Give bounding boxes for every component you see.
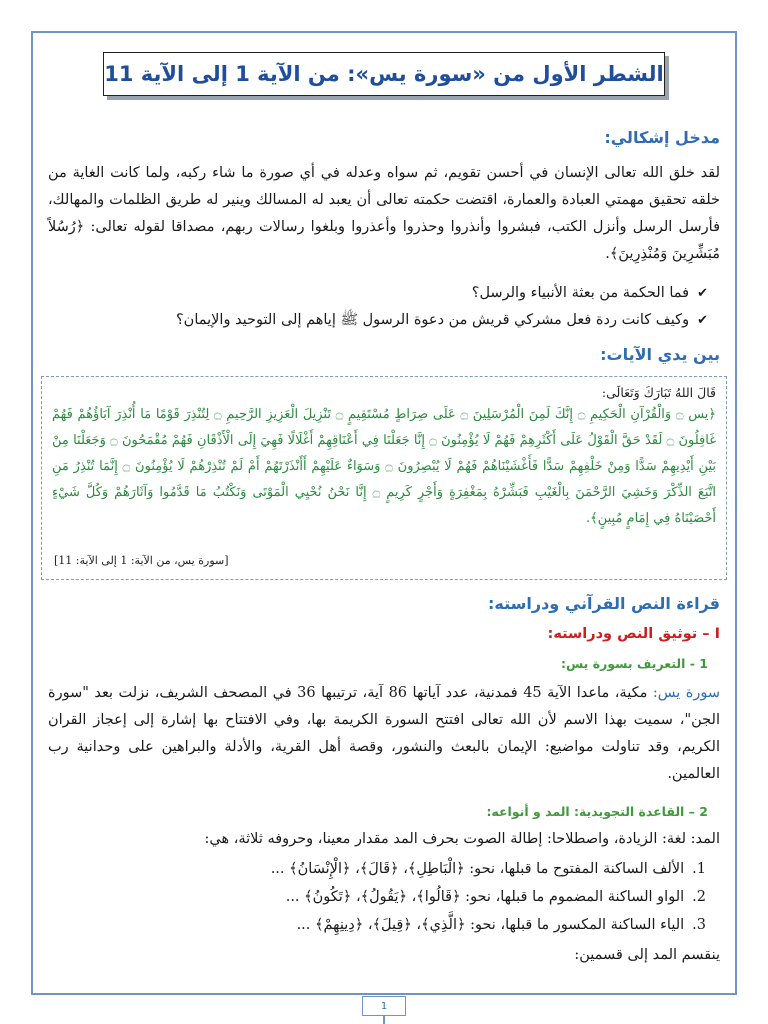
item-number: 2. <box>692 889 706 905</box>
section-heading-reading: قراءة النص القرآني ودراسته: <box>488 594 720 613</box>
question-text: وكيف كانت ردة فعل مشركي قريش من دعوة الرسول ﷺ إياهم إلى التوحيد والإيمان؟ <box>175 312 690 328</box>
check-icon: ✔ <box>697 313 708 328</box>
madd-list <box>48 855 706 939</box>
item-text: الألف الساكنة المفتوح ما قبلها، نحو: ﴿الْبَاطِلِ﴾، ﴿قَالَ﴾، ﴿الْإِنْسَانُ﴾ ... <box>270 861 685 877</box>
list-item <box>48 280 708 307</box>
madd-definition: المد: لغة: الزيادة، واصطلاحا: إطالة الصوت بحرف المد مقدار معينا، وحروفه ثلاثة، هي: <box>204 831 720 847</box>
list-item <box>48 855 706 883</box>
page-number: 1 <box>380 1000 388 1012</box>
part2-title: 2 – القاعدة التجويدية: المد و أنواعه: <box>486 804 708 819</box>
verses-reference: [سورة يس، من الآية: 1 إلى الآية: 11] <box>54 554 229 567</box>
section-heading-intro: مدخل إشكالي: <box>604 128 720 147</box>
part1-title: 1 - التعريف بسورة يس: <box>561 656 708 671</box>
page-number-divider <box>383 1016 385 1024</box>
page-number-box <box>362 996 406 1016</box>
questions-list <box>48 280 708 334</box>
check-icon: ✔ <box>697 286 708 301</box>
madd-division: ينقسم المد إلى قسمين: <box>574 947 720 963</box>
section-heading-verses: بين يدي الآيات: <box>600 345 720 364</box>
item-number: 3. <box>692 917 706 933</box>
list-item <box>48 883 706 911</box>
quran-verses <box>52 402 716 532</box>
item-text: الياء الساكنة المكسور ما قبلها، نحو: ﴿الَّذِي﴾، ﴿قِيلَ﴾، ﴿دِينِهِمْ﴾ ... <box>296 917 685 933</box>
list-item <box>48 307 708 334</box>
surah-description <box>48 680 720 788</box>
item-text: الواو الساكنة المضموم ما قبلها، نحو: ﴿قَالُوا﴾، ﴿يَقُولُ﴾، ﴿تَكُونُ﴾ ... <box>285 889 685 905</box>
list-item <box>48 911 706 939</box>
verses-text: ﴿يس ۝ وَالْقُرْآنِ الْحَكِيمِ ۝ إِنَّكَ لَمِنَ الْمُرْسَلِينَ ۝ عَلَى صِرَاطٍ مُسْتَقِيمٍ ۝ تَنْزِيلَ الْعَزِيزِ الرَّحِيمِ ۝ لِتُنْذِرَ قَوْمًا مَا أُنْذِرَ آبَاؤُهُمْ فَهُمْ غَافِلُونَ ۝ لَقَدْ حَقَّ الْقَوْلُ عَلَى أَكْثَرِهِمْ فَهُمْ لَا يُؤْمِنُونَ ۝ إِنَّا جَعَلْنَا فِي أَعْنَاقِهِمْ أَغْلَالًا فَهِيَ إِلَى الْأَذْقَانِ فَهُمْ مُقْمَحُونَ ۝ وَجَعَلْنَا مِنْ بَيْنِ أَيْدِيهِمْ سَدًّا وَمِنْ خَلْفِهِمْ سَدًّا فَأَغْشَيْنَاهُمْ فَهُمْ لَا يُبْصِرُونَ ۝ وَسَوَاءٌ عَلَيْهِمْ أَأَنْذَرْتَهُمْ أَمْ لَمْ تُنْذِرْهُمْ لَا يُؤْمِنُونَ ۝ إِنَّمَا تُنْذِرُ مَنِ اتَّبَعَ الذِّكْرَ وَخَشِيَ الرَّحْمَنَ بِالْغَيْبِ فَبَشِّرْهُ بِمَغْفِرَةٍ وَأَجْرٍ كَرِيمٍ ۝ إِنَّا نَحْنُ نُحْيِي الْمَوْتَى وَنَكْتُبُ مَا قَدَّمُوا وَآثَارَهُمْ وَكُلَّ شَيْءٍ أَحْصَيْنَاهُ فِي إِمَامٍ مُبِينٍ﴾. <box>52 407 716 526</box>
verses-box <box>41 376 727 580</box>
surah-description-text: مكية، ماعدا الآية 45 فمدنية، عدد آياتها 86 آية، ترتيبها 36 في المصحف الشريف، نزلت بعد "سورة الجن"، سميت بهذا الاسم لأن الله تعالى افتتح السورة الكريمة بها، وفي الافتتاح بها إشارة إلى إعجاز القران الكريم، وقد تناولت مواضيع: الإيمان بالبعث والنشور، وقصة أهل القرية، والأدلة والبراهين على وحدانية رب العالمين. <box>48 685 720 782</box>
page-title: الشطر الأول من «سورة يس»: من الآية 1 إلى الآية 11 <box>104 62 664 86</box>
intro-paragraph: لقد خلق الله تعالى الإنسان في أحسن تقويم، ثم سواه وعدله في أي صورة ما شاء ركبه، ولما كانت الغاية من خلقه تحقيق مهمتي العبادة والعمارة، اقتضت حكمته تعالى أن يعبد له المسالك وينير له طريق الظلمات والمهالك، فأرسل الرسل وأنزل الكتب، فبشروا وأنذروا وحذروا وأعذروا وبلغوا رسالات ربهم، مصداقا لقوله تعالى: ﴿رُسُلاً مُبَشِّرِينَ وَمُنْذِرِينَ﴾. <box>48 165 720 262</box>
question-text: فما الحكمة من بعثة الأنبياء والرسل؟ <box>471 285 690 301</box>
title-box <box>103 52 665 96</box>
subheading-documentation: I – توثيق النص ودراسته: <box>547 626 720 642</box>
verses-intro: قَالَ اللهُ تَبَارَكَ وَتَعَالَى: <box>601 385 716 400</box>
item-number: 1. <box>692 861 706 877</box>
surah-label: سورة يس: <box>652 685 721 701</box>
